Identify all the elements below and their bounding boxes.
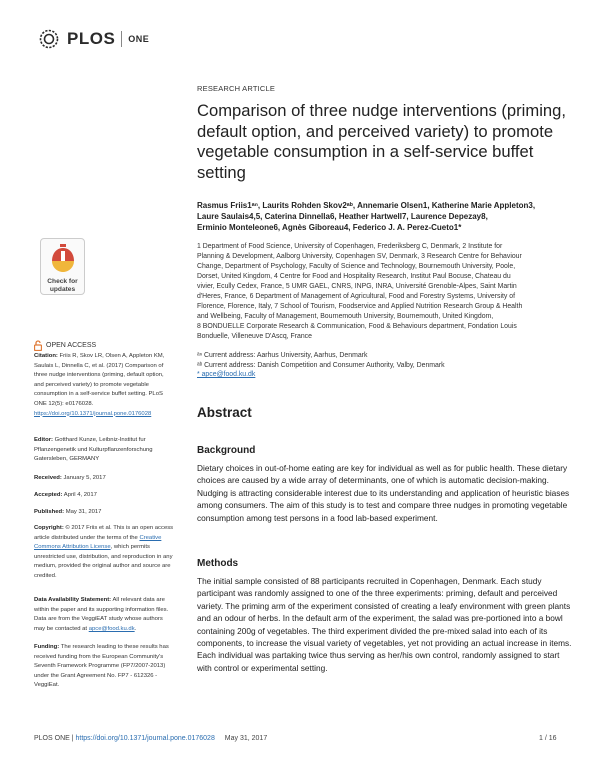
affiliations	[197, 242, 577, 342]
open-access-text: OPEN ACCESS	[46, 342, 97, 349]
citation-label: Citation:	[34, 353, 58, 359]
check-for-updates-badge[interactable]	[40, 238, 85, 295]
funding-label: Funding:	[34, 644, 60, 650]
affiliation-line: Change, Department of Psychology, Faculty of Science and Technology, Bournemouth University, Poole,	[197, 263, 516, 270]
author-line: Laure Saulais4,5, Caterina Dinnella6, Heather Hartwell7, Laurence Depezay8,	[197, 212, 488, 221]
published-block	[34, 508, 174, 518]
article-title: Comparison of three nudge interventions (priming, default option, and perceived variety) to promote vegetable consumption in a self-service buffet setting	[197, 101, 566, 182]
page-footer	[34, 735, 267, 742]
badge-line-1: Check for	[47, 278, 78, 285]
published-label: Published:	[34, 509, 65, 515]
background-paragraph: Dietary choices in out-of-home eating are key for individual as well as for public health. These dietary choices are caused by a wide array of determinants, one of which is automatic decision-making. Nudging is attracting considerable interest due to its understanding and application of heuristic biases among consumers. The aim of this study is to test and compare three nudges in promoting vegetable consumption among test persons in a food lab-based experiment.	[197, 463, 570, 523]
funding-text: The research leading to these results has received funding from the European Community's Seventh Framework Programme (FP7/2007-2013) under the Grant Agreement No. FP7 - 612326 - VeggiEat.	[34, 644, 169, 689]
accepted-block	[34, 491, 174, 501]
received-label: Received:	[34, 475, 62, 481]
affiliation-line: Florence, Florence, Italy, 7 School of Tourism, Foodservice and Applied Nutrition Research Group & Health	[197, 303, 523, 310]
affiliation-line: Dorset, United Kingdom, 4 Centre for Food and Hospitality Research, Institut Paul Bocuse, Chateau du	[197, 273, 511, 280]
citation-doi-link[interactable]: https://doi.org/10.1371/journal.pone.0176028	[34, 410, 152, 417]
footer-doi-link[interactable]: https://doi.org/10.1371/journal.pone.0176028	[75, 735, 215, 742]
logo-divider	[121, 31, 122, 47]
accepted-label: Accepted:	[34, 492, 63, 498]
affiliation-line: Planning & Development, Aalborg University, Copenhagen SV, Denmark, 3 Research Centre for Behaviour	[197, 253, 522, 260]
affiliation-line: Bonduelle, Villeneuve D'Ascq, France	[197, 333, 312, 340]
affiliation-line: 8 BONDUELLE Corporate Research & Communication, Food & Behaviours department, Fondation Louis	[197, 323, 517, 330]
data-contact-email-link[interactable]: apce@food.ku.dk	[88, 625, 135, 632]
badge-line-2: updates	[49, 286, 76, 293]
corresponding-email-link[interactable]: * apce@food.ku.dk	[197, 371, 256, 378]
data-availability-label: Data Availability Statement:	[34, 597, 112, 603]
affiliation-line: d'Heres, France, 6 Department of Management of Agricultural, Food and Forestry Systems, University of	[197, 293, 516, 300]
received-date: January 5, 2017	[63, 475, 106, 481]
journal-edition: ONE	[128, 34, 150, 44]
footer-journal: PLOS ONE |	[34, 735, 76, 742]
license-link[interactable]: Creative Commons Attribution License	[34, 534, 162, 551]
methods-paragraph: The initial sample consisted of 88 participants recruited in Copenhagen, Denmark. Each study participant was randomly assigned to one of the three experiments: priming, default and perceived variety. The priming arm of the experiment consisted of creating a leafy environment with green plants and an odour of herbs. In the default arm of the experiment, the salad was pre-portioned into a bowl containing 200g of vegetables. The third experiment divided the pre-mixed salad into each of its components, to increase the visual variety of vegetables, yet not providing an actual increase in items. Each individual was partaking twice thus serving as her/his own control, randomly assigned to start with control or experimental setting.	[197, 576, 572, 673]
copyright-label: Copyright:	[34, 525, 64, 531]
plos-logo-icon	[38, 28, 64, 50]
editor-text: Gotthard Kunze, Leibniz-Institut fur Pflanzengenetik und Kulturpflanzenforschung Gatersleben, GERMANY	[34, 437, 153, 463]
citation-text: Friis R, Skov LR, Olsen A, Appleton KM, Saulais L, Dinnella C, et al. (2017) Comparison of three nudge interventions (priming, default option, and perceived variety) to promote vegetable consumption in a self-service buffet setting. PLoS ONE 12(5): e0176028.	[34, 353, 165, 407]
affiliation-line: 1 Department of Food Science, University of Copenhagen, Frederiksberg C, Denmark, 2 Institute for	[197, 243, 503, 250]
article-type: RESEARCH ARTICLE	[197, 84, 276, 93]
editor-label: Editor:	[34, 437, 53, 443]
current-address: ᵃⁿ Current address: Aarhus University, Aarhus, Denmark	[197, 352, 368, 359]
current-addresses	[197, 351, 577, 380]
data-availability-end: .	[134, 625, 137, 632]
copyright-text-end: , which permits unrestricted use, distribution, and reproduction in any medium, provided the original author and source are credited.	[34, 544, 173, 579]
page-number: 1 / 16	[539, 735, 557, 742]
data-availability-block	[34, 596, 174, 634]
current-address: ᵃᵇ Current address: Danish Competition and Consumer Authority, Valby, Denmark	[197, 361, 445, 369]
check-for-updates-icon	[50, 243, 76, 273]
methods-heading: Methods	[197, 558, 239, 569]
plos-one-logo[interactable]	[38, 28, 149, 50]
author-list	[197, 200, 577, 233]
copyright-block	[34, 524, 174, 582]
open-access-label	[34, 340, 96, 351]
open-lock-icon	[34, 340, 42, 351]
accepted-date: April 4, 2017	[63, 492, 97, 498]
journal-name: PLOS	[67, 29, 116, 48]
data-availability-text: All relevant data are within the paper and its supporting information files. Data are from the VeggiEAT study whose authors may be contacted at	[34, 597, 169, 632]
abstract-heading: Abstract	[197, 405, 252, 420]
author-line: Erminio Monteleone6, Agnès Giboreau4, Federico J. A. Perez-Cueto1*	[197, 223, 462, 232]
footer-date: May 31, 2017	[224, 735, 268, 742]
affiliation-line: and Wellbeing, Faculty of Management, Bournemouth University, Bournemouth, United Kingdom,	[197, 313, 494, 320]
author-line: Rasmus Friis1ᵃⁿ, Laurits Rohden Skov2ᵃᵇ, Annemarie Olsen1, Katherine Marie Appleton3,	[197, 201, 536, 210]
copyright-text: © 2017 Friis et al. This is an open access article distributed under the terms of the	[34, 525, 174, 541]
received-block	[34, 474, 174, 484]
published-date: May 31, 2017	[65, 509, 102, 515]
editor-block	[34, 436, 174, 465]
funding-block	[34, 643, 174, 691]
affiliation-line: vivier, Ecully Cedex, France, 5 UMR GAEL, CNRS, INPG, INRA, Université Grenoble-Alpes, Saint Martin	[197, 283, 517, 290]
background-heading: Background	[197, 445, 256, 456]
citation-block	[34, 352, 174, 419]
